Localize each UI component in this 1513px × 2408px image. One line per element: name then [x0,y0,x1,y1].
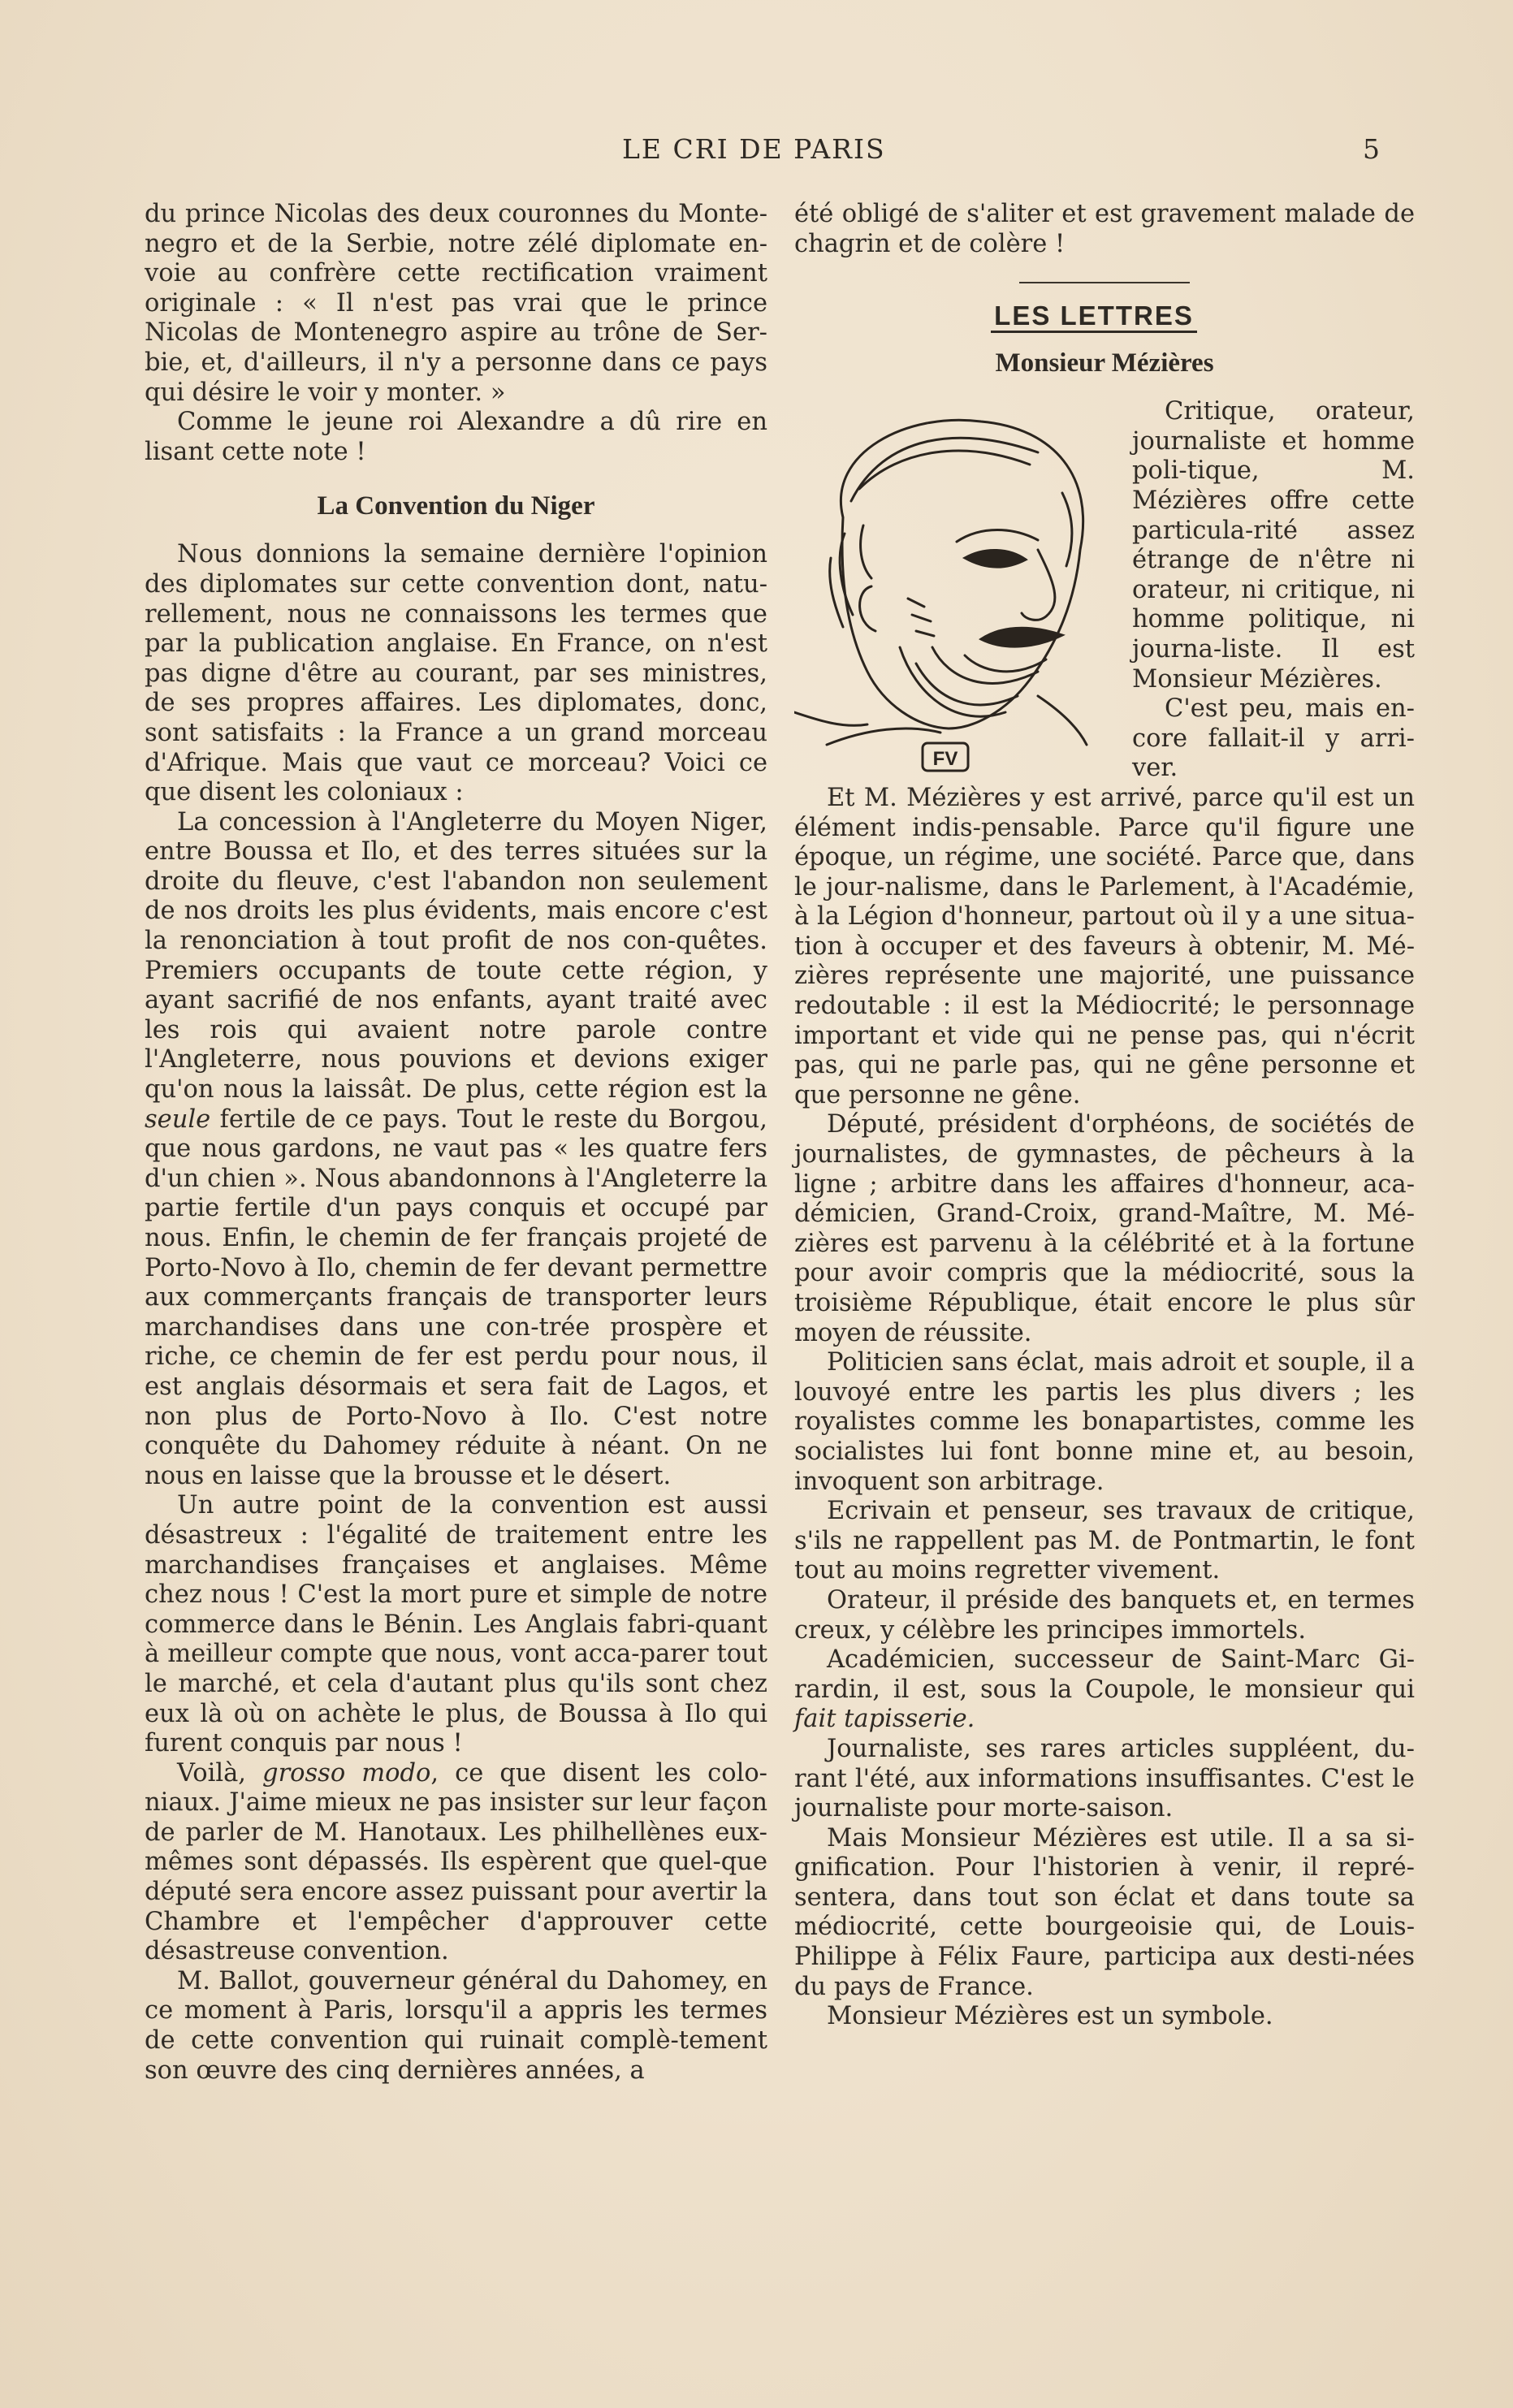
article-paragraph: La concession à l'Angleterre du Moyen Niger, entre Boussa et Ilo, et des terres situées sur la droite du fleuve, c'est l'abandon non seulement de nos droits les plus évidents, mais encore c'est la renonciation à tout profit de nos con-quêtes. Premiers occupants de toute cette région, y ayant sacrifié de nos enfants, ayant traité avec les rois qui avaient notre parole contre l'Angleterre, nous pouvions et devions exiger qu'on nous la laissât. De plus, cette région est la seule fertile de ce pays. Tout le reste du Borgou, que nous gardons, ne vaut pas « les quatre fers d'un chien ». Nous abandonnons à l'Angleterre la partie fertile d'un pays conquis et occupé par nous. Enfin, le chemin de fer français projeté de Porto-Novo à Ilo, chemin de fer devant permettre aux commerçants français de transporter leurs marchandises dans une con-trée prospère et riche, ce chemin de fer est perdu pour nous, il est anglais désormais et sera fait de Lagos, et non plus de Porto-Novo à Ilo. C'est notre conquête du Dahomey réduite à néant. On ne nous en laisse que la brousse et le désert. [145,807,767,1490]
portrait-drawing [794,404,1119,776]
portrait-monogram: FV [932,748,958,771]
divider [1019,282,1190,283]
article-paragraph: M. Ballot, gouverneur général du Dahomey, en ce moment à Paris, lorsqu'il a appris les termes de cette convention qui ruinait complè-tement son œuvre des cinq dernières années, a [145,1966,767,2085]
portrait-illustration [794,404,1119,776]
article-paragraph: Voilà, grosso modo, ce que disent les colo-niaux. J'aime mieux ne pas insister sur leur façon de parler de M. Hanotaux. Les philhellènes eux-mêmes sont dépassés. Ils espèrent que quel-que député sera encore assez puissant pour avertir la Chambre et l'empêcher d'approuver cette désastreuse convention. [145,1758,767,1966]
article-heading-mezieres: Monsieur Mézières [995,348,1214,378]
article-paragraph: C'est peu, mais en-core fallait-il y arri-ver. [1132,694,1415,783]
article-paragraph: Nous donnions la semaine dernière l'opinion des diplomates sur cette convention dont, natu-rellement, nous ne connaissons les termes que par la publication anglaise. En France, on n'est pas digne d'être au courant, par ses ministres, de ses propres affaires. Les diplomates, donc, sont satisfaits : la France a un grand morceau d'Afrique. Mais que vaut ce morceau? Voici ce que disent les coloniaux : [145,540,767,807]
article-paragraph: Politicien sans éclat, mais adroit et souple, il a louvoyé entre les partis les plus divers ; les royalistes comme les bonapartistes, comme les socialistes lui font bonne mine et, au besoin, invoquent son arbitrage. [794,1348,1415,1496]
article-paragraph: Ecrivain et penseur, ses travaux de critique, s'ils ne rappellent pas M. de Pontmartin, le font tout au moins regretter vivement. [794,1497,1415,1585]
page-number: 5 [1363,133,1381,165]
article-paragraph: Mais Monsieur Mézières est utile. Il a sa si-gnification. Pour l'historien à venir, il repré-sentera, dans tout son éclat et dans toute sa médiocrité, cette bourgeoisie qui, de Louis-Philippe à Félix Faure, participa aux desti-nées du pays de France. [794,1823,1415,2001]
article-heading-niger: La Convention du Niger [317,491,595,521]
left-column [145,200,767,2086]
article-paragraph: Orateur, il préside des banquets et, en termes creux, y célèbre les principes immortels. [794,1585,1415,1645]
section-title: LES LETTRES [794,300,1394,332]
emphasis: grosso modo [262,1758,431,1788]
article-paragraph: Un autre point de la convention est aussi désastreux : l'égalité de traitement entre les marchandises françaises et anglaises. Même chez nous ! C'est la mort pure et simple de notre commerce dans le Bénin. Les Anglais fabri-quant à meilleur compte que nous, vont acca-parer tout le marché, et cela d'autant plus qu'ils sont chez eux là où on achète le plus, de Boussa à Ilo qui furent conquis par nous ! [145,1491,767,1758]
article-continuation: du prince Nicolas des deux couronnes du Monte-negro et de la Serbie, notre zélé diplomate en-voie au confrère cette rectification vraiment originale : « Il n'est pas vrai que le prince Nicolas de Montenegro aspire au trône de Ser-bie, et, d'ailleurs, il n'y a personne dans ce pays qui désire le voir y monter. » [145,200,767,407]
article-paragraph: Critique, orateur, journaliste et homme poli-tique, M. Mézières offre cette particula-rité assez étrange de n'être ni orateur, ni critique, ni homme politique, ni journa-liste. Il est Monsieur Mézières. [1132,397,1415,694]
emphasis: seule [145,1105,211,1134]
running-header [0,130,1513,169]
article-paragraph: Académicien, successeur de Saint-Marc Gi-rardin, il est, sous la Coupole, le monsieur qui fait tapisserie. [794,1645,1415,1734]
newspaper-title: LE CRI DE PARIS [622,133,886,165]
emphasis: fait tapisserie. [794,1705,975,1734]
article-paragraph: Monsieur Mézières est un symbole. [827,2002,1273,2031]
article-paragraph: Comme le jeune roi Alexandre a dû rire en lisant cette note ! [145,408,767,466]
article-continuation: été obligé de s'aliter et est gravement malade de chagrin et de colère ! [794,200,1415,258]
article-paragraph: Et M. Mézières y est arrivé, parce qu'il est un élément indis-pensable. Parce qu'il figure une époque, un régime, une société. Parce que, dans le jour-nalisme, dans le Parlement, à l'Académie, à la Légion d'honneur, partout où il y a une situa-tion à occuper et des faveurs à obtenir, M. Mé-zières représente une majorité, une puissance redoutable : il est la Médiocrité; le personnage important et vide qui ne pense pas, qui n'écrit pas, qui ne parle pas, qui ne gêne personne et que personne ne gêne. [794,783,1415,1109]
article-paragraph: Député, président d'orphéons, de sociétés de journalistes, de gymnastes, de pêcheurs à la ligne ; arbitre dans les affaires d'honneur, aca-démicien, Grand-Croix, grand-Maître, M. Mé-zières est parvenu à la célébrité et à la fortune pour avoir compris que la médiocrité, sous la troisième République, était encore le plus sûr moyen de réussite. [794,1110,1415,1347]
right-column [794,200,1415,2032]
article-paragraph: Journaliste, ses rares articles suppléent, du-rant l'été, aux informations insuffisantes. C'est le journaliste pour morte-saison. [794,1734,1415,1823]
